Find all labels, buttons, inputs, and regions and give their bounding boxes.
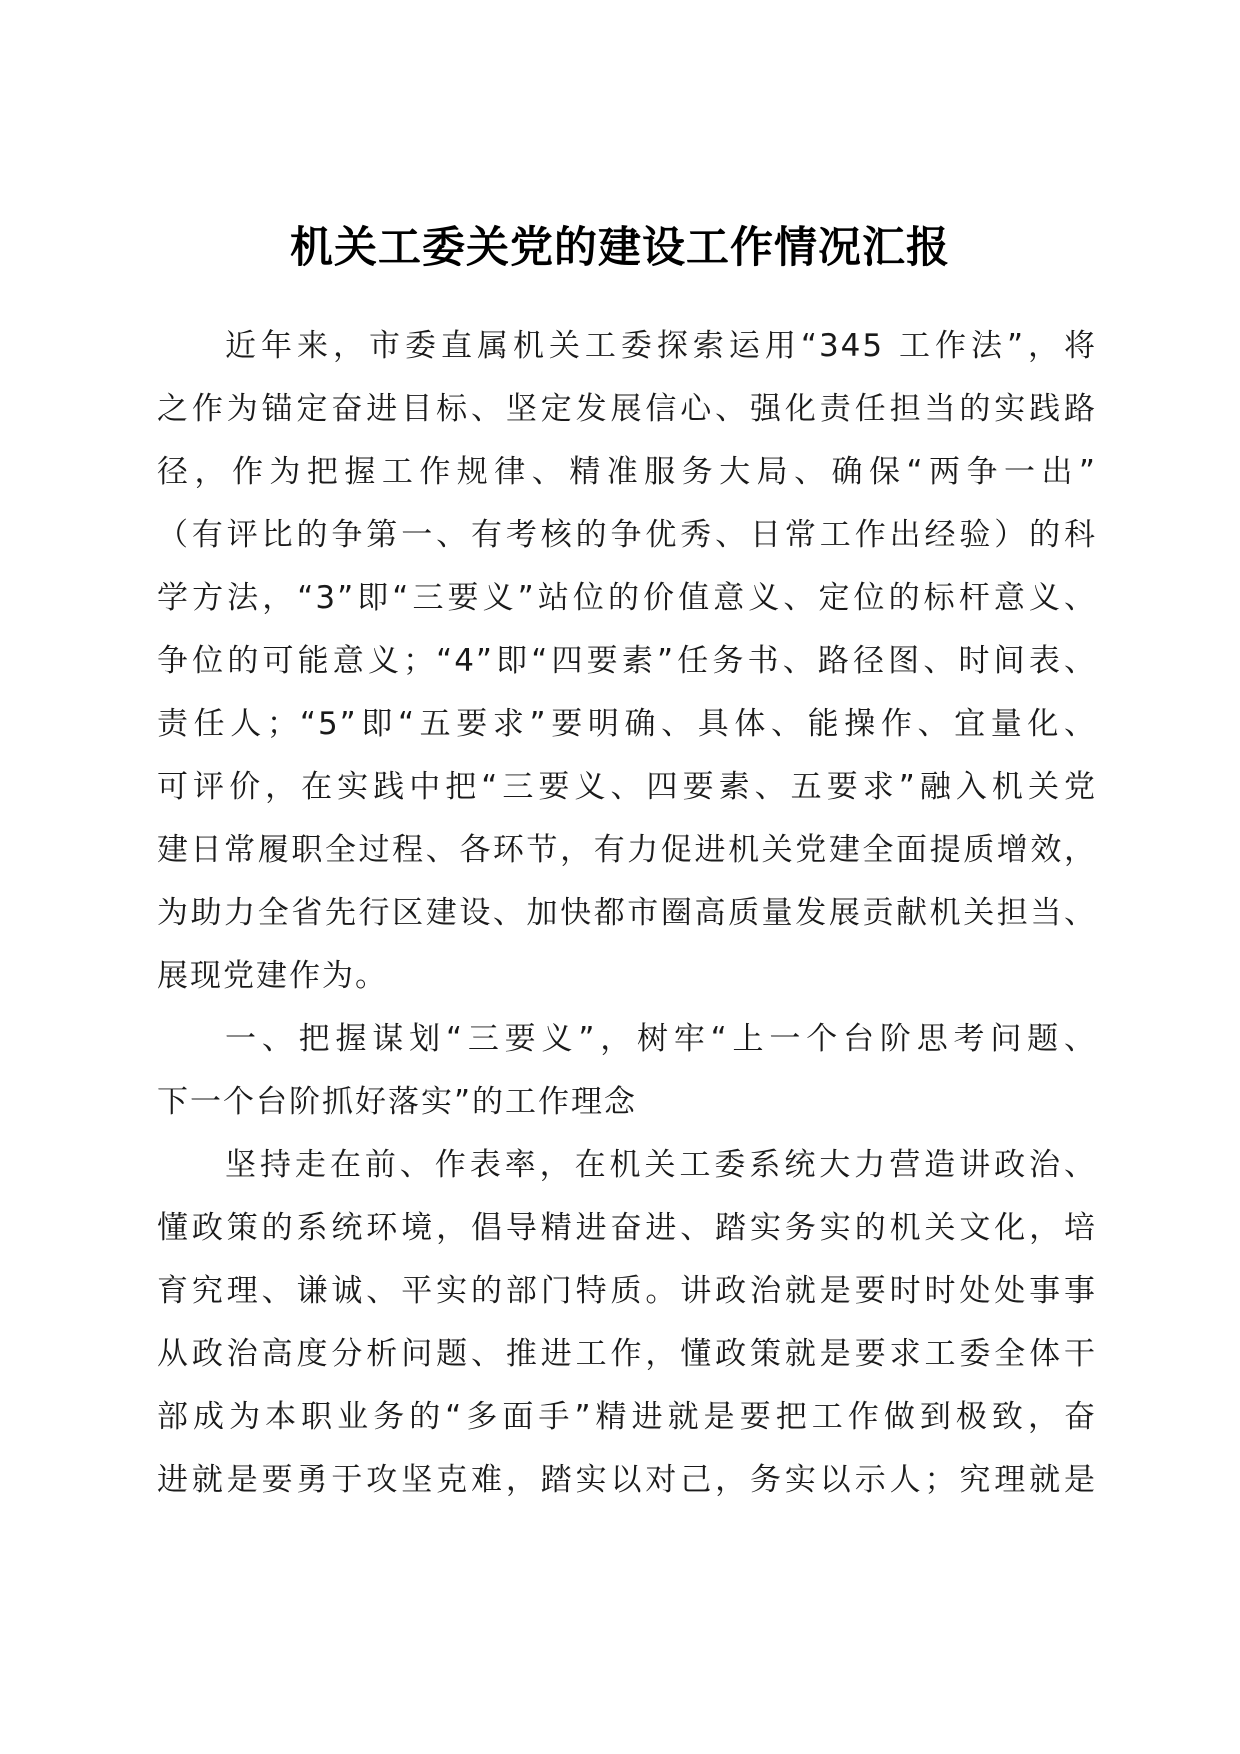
body-line: 为助力全省先行区建设、加快都市圈高质量发展贡献机关担当、 xyxy=(157,895,1097,931)
body-line: 学方法，“3”即“三要义”站位的价值意义、定位的标杆意义、 xyxy=(157,580,1097,616)
document-title: 机关工委关党的建设工作情况汇报 xyxy=(290,223,950,273)
body-line: 径，作为把握工作规律、精准服务大局、确保“两争一出” xyxy=(157,454,1097,490)
body-line: 一、把握谋划“三要义”，树牢“上一个台阶思考问题、 xyxy=(225,1021,1097,1057)
body-line: 近年来，市委直属机关工委探索运用“345 工作法”，将 xyxy=(225,328,1097,364)
body-line: 可评价，在实践中把“三要义、四要素、五要求”融入机关党 xyxy=(157,769,1097,805)
body-line: 育究理、谦诚、平实的部门特质。讲政治就是要时时处处事事 xyxy=(157,1273,1097,1309)
body-line: 之作为锚定奋进目标、坚定发展信心、强化责任担当的实践路 xyxy=(157,391,1097,427)
body-line: 争位的可能意义；“4”即“四要素”任务书、路径图、时间表、 xyxy=(157,643,1097,679)
body-line: 坚持走在前、作表率，在机关工委系统大力营造讲政治、 xyxy=(225,1147,1097,1183)
body-line: 展现党建作为。 xyxy=(157,958,388,994)
body-line: 建日常履职全过程、各环节，有力促进机关党建全面提质增效， xyxy=(157,832,1097,868)
body-line: （有评比的争第一、有考核的争优秀、日常工作出经验）的科 xyxy=(157,517,1097,553)
body-line: 下一个台阶抓好落实”的工作理念 xyxy=(157,1084,638,1120)
document-body xyxy=(157,315,1097,1512)
body-line: 进就是要勇于攻坚克难，踏实以对己，务实以示人；究理就是 xyxy=(157,1462,1097,1498)
body-line: 部成为本职业务的“多面手”精进就是要把工作做到极致，奋 xyxy=(157,1399,1097,1435)
body-line: 从政治高度分析问题、推进工作，懂政策就是要求工委全体干 xyxy=(157,1336,1097,1372)
body-line: 责任人；“5”即“五要求”要明确、具体、能操作、宜量化、 xyxy=(157,706,1097,742)
body-line: 懂政策的系统环境，倡导精进奋进、踏实务实的机关文化，培 xyxy=(157,1210,1097,1246)
